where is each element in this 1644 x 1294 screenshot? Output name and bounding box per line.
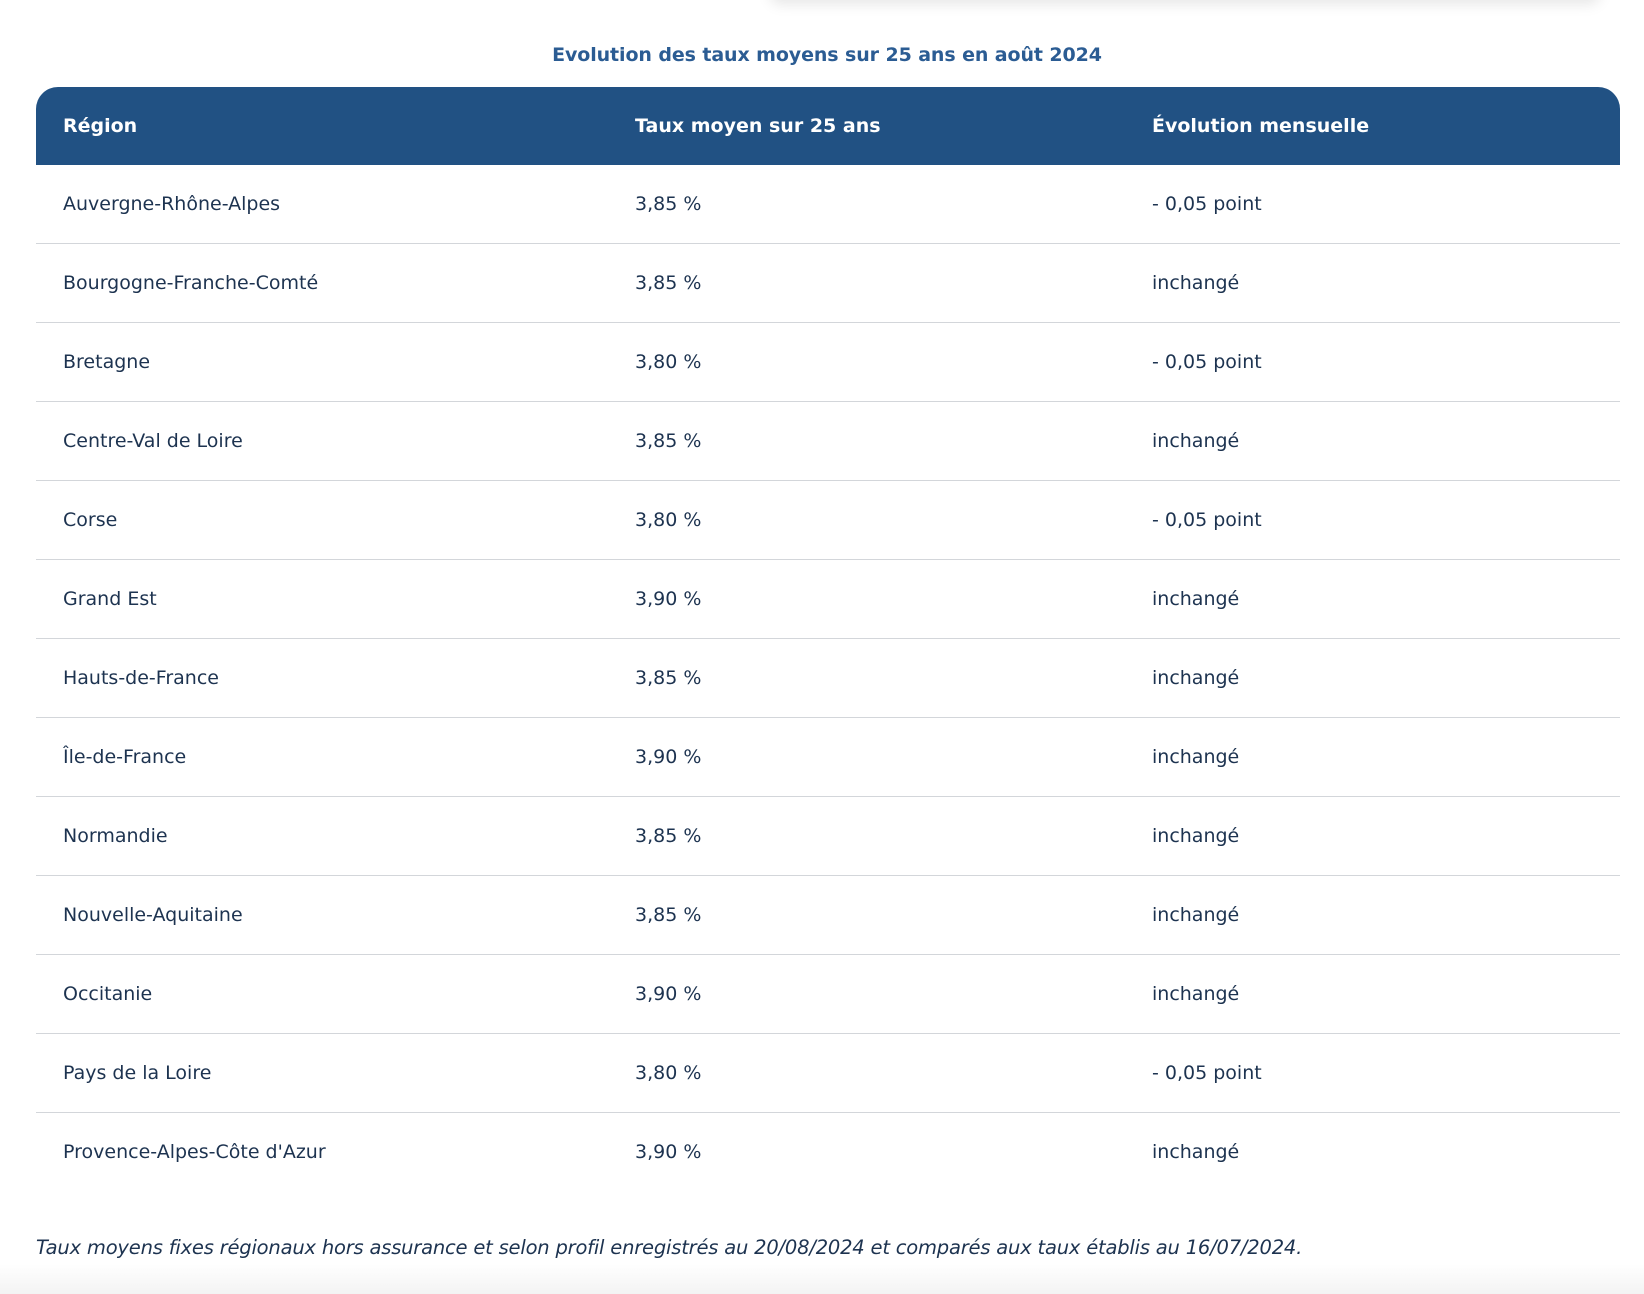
cell-rate: 3,85 %	[635, 193, 702, 215]
bottom-fade	[0, 1264, 1644, 1294]
table-caption: Evolution des taux moyens sur 25 ans en août 2024	[552, 44, 1102, 66]
table-row	[36, 1113, 1620, 1191]
cell-region: Bourgogne-Franche-Comté	[63, 272, 319, 294]
table-row	[36, 244, 1620, 323]
cell-rate: 3,80 %	[635, 351, 702, 373]
cell-region: Île-de-France	[63, 746, 187, 768]
table-body	[36, 165, 1620, 1191]
cell-evolution: inchangé	[1152, 983, 1240, 1005]
cell-rate: 3,80 %	[635, 1062, 702, 1084]
cell-region: Bretagne	[63, 351, 151, 373]
table-row	[36, 165, 1620, 244]
header-region: Région	[63, 115, 138, 137]
cell-rate: 3,80 %	[635, 509, 702, 531]
cell-evolution: inchangé	[1152, 825, 1240, 847]
table-row	[36, 481, 1620, 560]
cell-rate: 3,85 %	[635, 904, 702, 926]
cell-rate: 3,85 %	[635, 272, 702, 294]
cell-region: Corse	[63, 509, 118, 531]
cell-region: Nouvelle-Aquitaine	[63, 904, 243, 926]
cell-evolution: - 0,05 point	[1152, 351, 1262, 373]
cell-region: Hauts-de-France	[63, 667, 219, 689]
cell-evolution: inchangé	[1152, 588, 1240, 610]
cell-evolution: - 0,05 point	[1152, 1062, 1262, 1084]
cell-rate: 3,85 %	[635, 825, 702, 847]
cell-rate: 3,90 %	[635, 588, 702, 610]
cell-rate: 3,85 %	[635, 430, 702, 452]
table-header-row	[36, 87, 1620, 165]
table-row	[36, 560, 1620, 639]
table-row	[36, 402, 1620, 481]
table-row	[36, 876, 1620, 955]
cell-evolution: - 0,05 point	[1152, 193, 1262, 215]
table-row	[36, 1034, 1620, 1113]
cell-region: Grand Est	[63, 588, 157, 610]
cell-evolution: inchangé	[1152, 904, 1240, 926]
table-row	[36, 639, 1620, 718]
cell-rate: 3,85 %	[635, 667, 702, 689]
cell-region: Auvergne-Rhône-Alpes	[63, 193, 281, 215]
cell-evolution: inchangé	[1152, 430, 1240, 452]
cell-region: Normandie	[63, 825, 168, 847]
cell-region: Centre-Val de Loire	[63, 430, 243, 452]
cell-region: Provence-Alpes-Côte d'Azur	[63, 1141, 326, 1163]
cell-evolution: inchangé	[1152, 272, 1240, 294]
cell-rate: 3,90 %	[635, 983, 702, 1005]
table-row	[36, 323, 1620, 402]
table-row	[36, 718, 1620, 797]
cell-evolution: inchangé	[1152, 1141, 1240, 1163]
header-evolution: Évolution mensuelle	[1152, 115, 1370, 137]
cell-evolution: inchangé	[1152, 667, 1240, 689]
cell-region: Occitanie	[63, 983, 153, 1005]
footnote: Taux moyens fixes régionaux hors assurance et selon profil enregistrés au 20/08/2024 et comparés aux taux établis au 16/07/2024.	[36, 1236, 1303, 1259]
table-row	[36, 955, 1620, 1034]
cell-evolution: - 0,05 point	[1152, 509, 1262, 531]
header-rate: Taux moyen sur 25 ans	[635, 115, 881, 137]
cell-rate: 3,90 %	[635, 746, 702, 768]
cell-evolution: inchangé	[1152, 746, 1240, 768]
cell-rate: 3,90 %	[635, 1141, 702, 1163]
table-row	[36, 797, 1620, 876]
rates-table	[36, 87, 1620, 1191]
cell-region: Pays de la Loire	[63, 1062, 212, 1084]
